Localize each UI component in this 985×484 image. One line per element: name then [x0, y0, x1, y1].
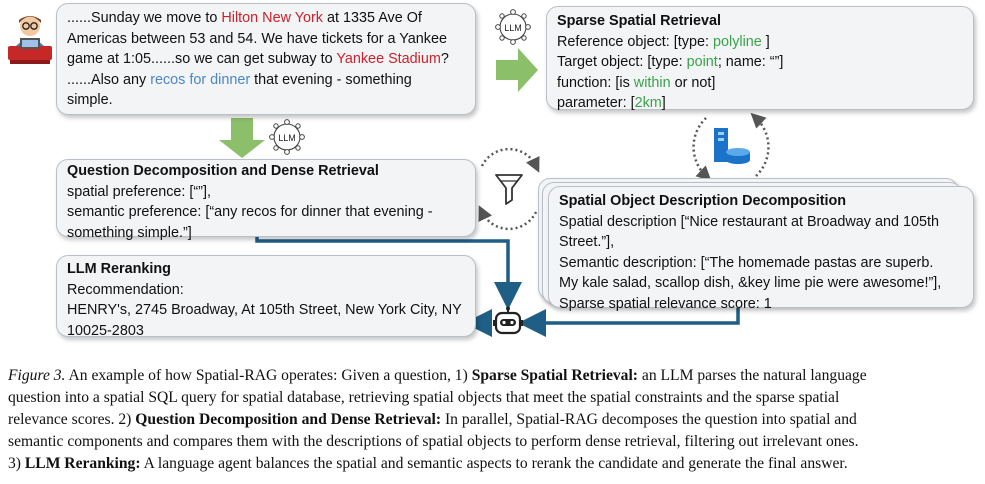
- reference-object-line: Reference object: [type: polyline ]: [557, 33, 770, 50]
- question-line-3: game at 1:05......so we can get subway to Yankee Stadium?: [67, 51, 449, 67]
- semantic-preference-line-2: something simple.”]: [67, 224, 192, 241]
- question-bubble: [56, 3, 476, 115]
- robot-icon: [492, 306, 524, 336]
- spatial-object-title: Spatial Object Description Decomposition: [559, 193, 847, 209]
- green-arrow-right: [496, 48, 538, 92]
- user-at-laptop-icon: [6, 12, 54, 64]
- llm-network-icon: [268, 118, 306, 156]
- database-cycle-arrow-right: [756, 118, 768, 176]
- recommendation-label: Recommendation:: [67, 281, 184, 298]
- question-line-2: Americas between 53 and 54. We have tickets for a Yankee: [67, 30, 447, 47]
- recommendation-address: HENRY's, 2745 Broadway, At 105th Street, New York City, NY: [67, 302, 462, 318]
- semantic-description-line: Semantic description: [“The homemade pastas are superb.: [559, 254, 934, 271]
- spatial-preference-line: spatial preference: [“”],: [67, 183, 211, 200]
- spatial-description-line-2: Street.”],: [559, 234, 615, 250]
- sparse-title: Sparse Spatial Retrieval: [557, 13, 721, 29]
- funnel-cycle-arrow-bottom: [482, 212, 536, 229]
- llm-label: LLM: [278, 133, 296, 143]
- question-line-1: ......Sunday we move to Hilton New York at 1335 Ave Of: [67, 10, 422, 26]
- caption-line-1: Figure 3. An example of how Spatial-RAG operates: Given a question, 1) Sparse Spatial Retrieval: an LLM parses the natural language: [8, 367, 867, 384]
- highlight-stadium: Yankee Stadium: [336, 51, 441, 67]
- question-line-5: simple.: [67, 92, 113, 108]
- caption-line-3: relevance scores. 2) Question Decomposition and Dense Retrieval: In parallel, Spatial-RAG decomposes the question into spatial and: [8, 411, 857, 428]
- highlight-hotel: Hilton New York: [221, 10, 323, 26]
- reranking-title: LLM Reranking: [67, 261, 171, 277]
- function-line: function: [is within or not]: [557, 74, 716, 91]
- llm-label: LLM: [504, 23, 522, 33]
- semantic-description-line-2: My kale salad, scallop dish, &key lime pie were awesome!”],: [559, 275, 942, 291]
- relevance-score-line: Sparse spatial relevance score: 1: [559, 295, 772, 312]
- funnel-icon: [494, 172, 524, 206]
- decomposition-title: Question Decomposition and Dense Retrieval: [67, 163, 379, 179]
- recommendation-zip: 10025-2803: [67, 322, 144, 339]
- figure-caption: [8, 365, 978, 475]
- sparse-retrieval-box: [546, 6, 974, 110]
- funnel-cycle-arrow-top: [482, 149, 536, 166]
- database-icon: [708, 124, 752, 170]
- reranking-box: [56, 255, 476, 337]
- green-arrow-down: [219, 118, 265, 158]
- caption-line-5: 3) LLM Reranking: A language agent balances the spatial and semantic aspects to rerank the candidate and generate the final answer.: [8, 455, 848, 472]
- target-object-line: Target object: [type: point; name: “”]: [557, 54, 784, 70]
- caption-line-2: question into a spatial SQL query for spatial database, retrieving spatial objects that meet the spatial constraints and the sparse spatial: [8, 389, 840, 406]
- database-cycle-arrow-left: [694, 118, 706, 176]
- question-line-4: ......Also any recos for dinner that evening - something: [67, 71, 412, 88]
- llm-network-icon: [494, 8, 532, 46]
- spatial-object-box: [548, 186, 974, 312]
- highlight-dinner: recos for dinner: [150, 71, 251, 88]
- semantic-preference-line: semantic preference: [“any recos for dinner that evening -: [67, 204, 433, 220]
- spatial-description-line: Spatial description [“Nice restaurant at Broadway and 105th: [559, 213, 939, 230]
- decomposition-box: [56, 159, 476, 241]
- parameter-line: parameter: [2km]: [557, 95, 666, 111]
- caption-line-4: semantic components and compares them with the descriptions of spatial objects to perform dense retrieval, filtering out irrelevant ones.: [8, 433, 859, 450]
